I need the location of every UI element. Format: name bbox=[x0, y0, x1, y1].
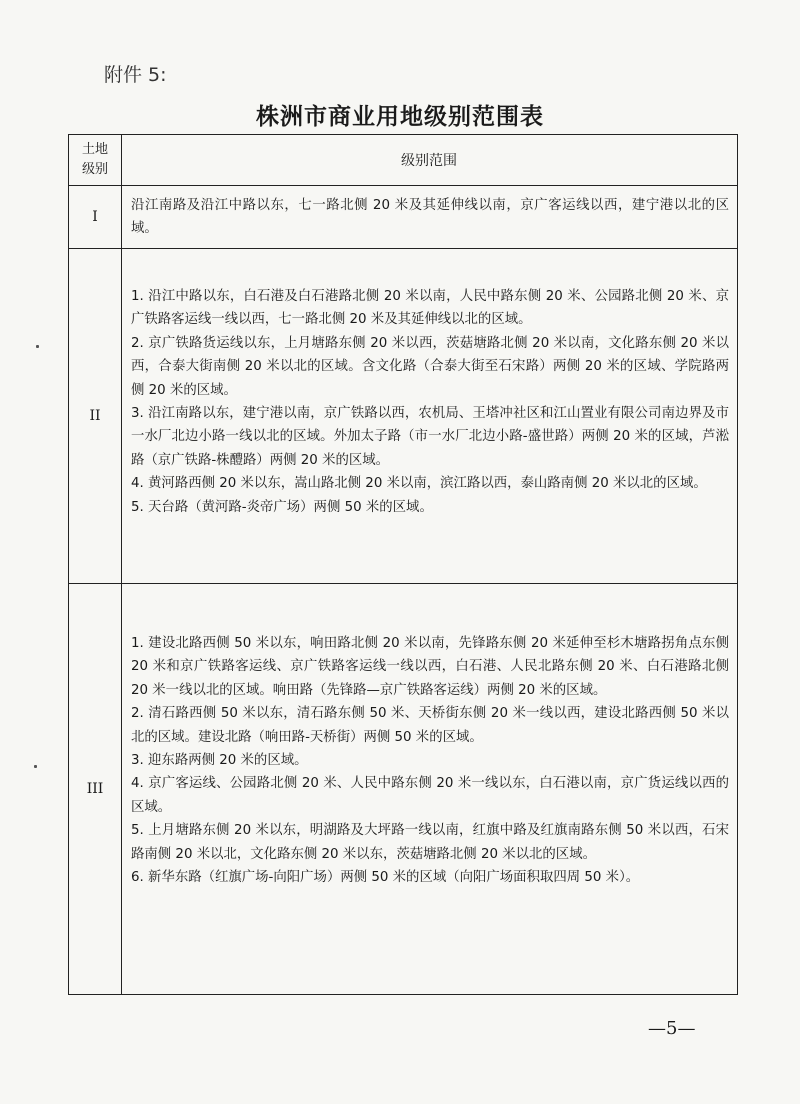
scan-speck bbox=[36, 345, 39, 348]
table-row bbox=[69, 186, 737, 249]
scope-paragraph: 沿江南路及沿江中路以东，七一路北侧 20 米及其延伸线以南，京广客运线以西，建宁港以北的区域。 bbox=[131, 198, 729, 237]
scan-speck bbox=[34, 765, 37, 768]
table-row bbox=[69, 249, 737, 584]
header-level-line1: 土地 bbox=[81, 142, 108, 157]
scope-paragraph: 2. 京广铁路货运线以东，上月塘路东侧 20 米以西，茨菇塘路北侧 20 米以南，文化路东侧 20 米以西，合泰大街南侧 20 米以北的区域。含文化路（合泰大街至石宋路）两侧 20 米的区域、学院路两侧 20 米的区域。 bbox=[131, 335, 729, 398]
scope-cell bbox=[131, 285, 729, 519]
scope-cell bbox=[131, 194, 729, 241]
header-scope-cell: 级别范围 bbox=[401, 153, 457, 169]
scope-paragraph: 3. 迎东路两侧 20 米的区域。 bbox=[131, 753, 308, 769]
scope-paragraph: 3. 沿江南路以东，建宁港以南，京广铁路以西，农机局、王塔冲社区和江山置业有限公司南边界及市一水厂北边小路一线以北的区域。外加太子路（市一水厂北边小路-盛世路）两侧 20 米的区域，芦淞路（京广铁路-株醴路）两侧 20 米的区域。 bbox=[131, 406, 729, 468]
page-number: —5— bbox=[648, 1018, 696, 1039]
scope-paragraph: 2. 清石路西侧 50 米以东，清石路东侧 50 米、天桥街东侧 20 米一线以西，建设北路西侧 50 米以北的区域。建设北路（响田路-天桥街）两侧 50 米的区域。 bbox=[131, 706, 729, 745]
table-row bbox=[69, 584, 737, 994]
scope-cell bbox=[131, 632, 729, 889]
table-header-row bbox=[69, 135, 737, 186]
header-level-line2: 级别 bbox=[81, 162, 108, 177]
level-cell: I bbox=[92, 209, 98, 225]
scope-paragraph: 1. 沿江中路以东，白石港及白石港路北侧 20 米以南，人民中路东侧 20 米、公园路北侧 20 米、京广铁路客运线一线以西，七一路北侧 20 米及其延伸线以北的区域。 bbox=[131, 289, 729, 328]
scope-paragraph: 4. 京广客运线、公园路北侧 20 米、人民中路东侧 20 米一线以东，白石港以南，京广货运线以西的区域。 bbox=[131, 776, 729, 815]
scope-paragraph: 5. 天台路（黄河路-炎帝广场）两侧 50 米的区域。 bbox=[131, 499, 433, 515]
land-level-table bbox=[68, 134, 738, 995]
scope-paragraph: 5. 上月塘路东侧 20 米以东，明湖路及大坪路一线以南，红旗中路及红旗南路东侧 50 米以西，石宋路南侧 20 米以北，文化路东侧 20 米以东，茨菇塘路北侧 20 米以北的区域。 bbox=[131, 823, 729, 862]
scope-paragraph: 6. 新华东路（红旗广场-向阳广场）两侧 50 米的区域（向阳广场面积取四周 50 米）。 bbox=[131, 870, 640, 886]
level-cell: II bbox=[89, 408, 101, 424]
scope-paragraph: 4. 黄河路西侧 20 米以东，嵩山路北侧 20 米以南，滨江路以西，泰山路南侧 20 米以北的区域。 bbox=[131, 476, 707, 492]
page-title: 株洲市商业用地级别范围表 bbox=[256, 103, 544, 130]
header-level-cell bbox=[69, 135, 121, 185]
attachment-label: 附件 5: bbox=[104, 64, 167, 86]
level-cell: III bbox=[86, 781, 104, 797]
scope-paragraph: 1. 建设北路西侧 50 米以东，响田路北侧 20 米以南，先锋路东侧 20 米延伸至杉木塘路拐角点东侧 20 米和京广铁路客运线、京广铁路客运线一线以西，白石港、人民北路东侧 20 米、白石港路北侧 20 米一线以北的区域。响田路（先锋路—京广铁路客运线）两侧 20 米的区域。 bbox=[131, 636, 729, 698]
